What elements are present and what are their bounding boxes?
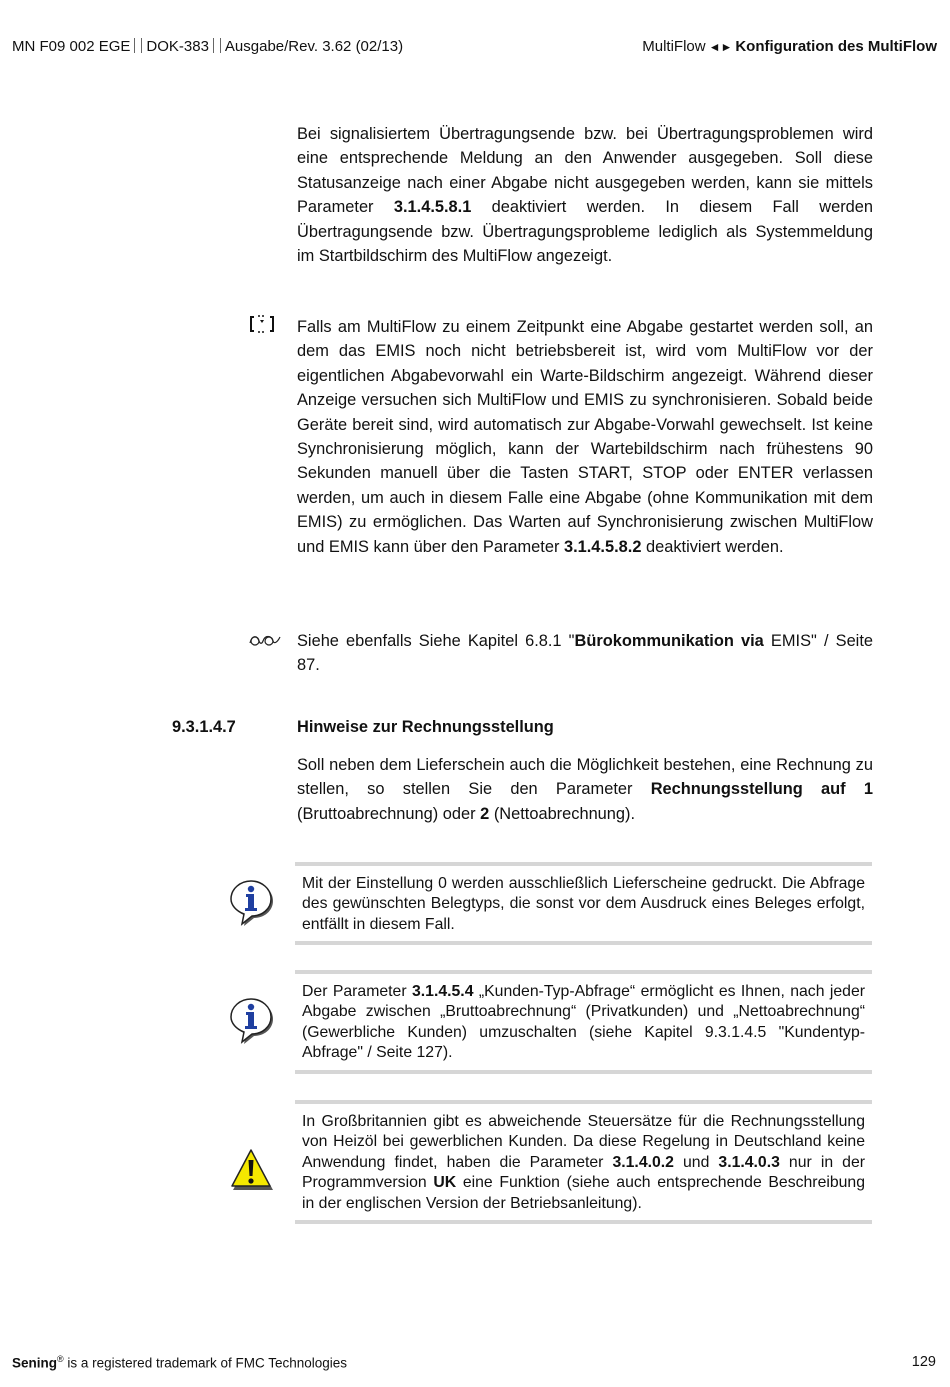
text: deaktiviert werden. In diesem Fall werden Übertragungsende bzw. Übertragungsprobleme lediglich als Systemmeldung im Startbildschirm des MultiFlow angezeigt. xyxy=(297,198,874,266)
header-right xyxy=(642,38,937,55)
parameter-value: 2 xyxy=(480,804,490,823)
text: (Bruttoabrechnung) oder xyxy=(297,804,481,823)
parameter-ref: 3.1.4.5.8.2 xyxy=(563,537,642,556)
parameter-ref: 3.1.4.5.4 xyxy=(412,983,474,1000)
text: nur in der Programmversion xyxy=(302,1153,865,1192)
text: „Kunden-Typ-Abfrage“ ermöglicht es Ihnen, nach jeder Abgabe zwischen „Bruttoabrechnung“ (Privatkunden) und „Nettoabrechnung“ (Gewerbliche Kunden) umzuschalten (siehe Kapitel 9.3.1.4.5 "Kundentyp-Abfrage" / Seite 127). xyxy=(302,983,866,1062)
glasses-icon xyxy=(248,631,282,647)
text: (Nettoabrechnung). xyxy=(489,804,636,823)
parameter-ref: 3.1.4.0.3 xyxy=(718,1153,780,1171)
page-header xyxy=(12,38,937,60)
paragraph-wait-screen xyxy=(297,315,873,559)
footer-trademark xyxy=(12,1354,347,1371)
info-text: Mit der Einstellung 0 werden ausschließlich Lieferscheine gedruckt. Die Abfrage des gewünschten Belegtyps, die sonst vor dem Ausdruck eines Beleges erfolgt, entfällt in diesem Fall. xyxy=(302,875,865,933)
header-left xyxy=(12,38,403,55)
section-title: Hinweise zur Rechnungsstellung xyxy=(297,718,554,736)
section-number: 9.3.1.4.7 xyxy=(172,718,236,736)
warning-text xyxy=(302,1112,865,1214)
registered-mark: ® xyxy=(57,1354,64,1364)
info-text xyxy=(302,982,865,1064)
text: eine Funktion (siehe auch entsprechende Beschreibung in der englischen Version der Betriebsanleitung). xyxy=(302,1174,866,1212)
paragraph-see-also xyxy=(297,629,873,678)
info-box-customer-type xyxy=(295,970,872,1074)
version-ref: UK xyxy=(433,1174,457,1192)
brand-name: Sening xyxy=(12,1355,58,1371)
text: In Großbritannien gibt es abweichende Steuersätze für die Rechnungsstellung von Heizöl bei gewerblichen Kunden. Da diese Regelung in Deutschland keine Anwendung findet, haben die Parameter xyxy=(302,1113,865,1171)
info-icon xyxy=(228,996,274,1044)
text: Soll neben dem Lieferschein auch die Möglichkeit bestehen, eine Rechnung zu stellen, so stellen Sie den Parameter xyxy=(297,756,873,799)
arrows-icon: ◄► xyxy=(708,40,733,54)
chapter-title: Konfiguration des MultiFlow xyxy=(735,38,937,55)
page-number: 129 xyxy=(911,1354,936,1370)
revision: Ausgabe/Rev. 3.62 (02/13) xyxy=(224,38,404,55)
separator xyxy=(213,38,221,53)
clock-bracket-icon xyxy=(250,314,274,334)
chapter-ref: Bürokommunikation via xyxy=(574,632,764,650)
paragraph-status-message xyxy=(297,122,873,268)
text: EMIS" / Seite 87. xyxy=(297,632,873,675)
text: Siehe ebenfalls Siehe Kapitel 6.8.1 " xyxy=(297,632,575,650)
parameter-ref: Rechnungsstellung auf 1 xyxy=(650,780,873,799)
trademark-text: is a registered trademark of FMC Technologies xyxy=(63,1355,348,1371)
text: deaktiviert werden. xyxy=(641,537,784,556)
product-name: MultiFlow xyxy=(642,38,706,55)
parameter-ref: 3.1.4.5.8.1 xyxy=(393,198,472,217)
info-icon xyxy=(228,878,274,926)
separator xyxy=(134,38,142,53)
paragraph-invoicing xyxy=(297,753,873,826)
parameter-ref: 3.1.4.0.2 xyxy=(612,1153,674,1171)
text: Bei signalisiertem Übertragungsende bzw. bei Übertragungsproblemen wird eine entsprechende Meldung an den Anwender ausgegeben. Soll diese Statusanzeige nach einer Abgabe nicht ausgegeben werden, kann sie mittels Parameter xyxy=(297,125,873,217)
text: Falls am MultiFlow zu einem Zeitpunkt eine Abgabe gestartet werden soll, an dem das EMIS noch nicht betriebsbereit ist, wird vom MultiFlow vor der eigentlichen Abgabevorwahl ein Warte-Bildschirm angezeigt. Während dieser Anzeige versuchen sich MultiFlow und EMIS zu synchronisieren. Sobald beide Geräte bereit sind, wird automatisch zur Abgabe-Vorwahl gewechselt. Ist keine Synchronisierung möglich, kann der Wartebildschirm nach frühestens 90 Sekunden manuell über die Tasten START, STOP oder ENTER verlassen werden, um auch in diesem Falle eine Abgabe (ohne Kommunikation mit dem EMIS) zu ermöglichen. Das Warten auf Synchronisierung zwischen MultiFlow und EMIS kann über den Parameter xyxy=(297,318,873,556)
text: und xyxy=(673,1153,719,1171)
warning-icon xyxy=(228,1146,274,1192)
warning-box-uk-tax xyxy=(295,1100,872,1224)
doc-id: MN F09 002 EGE xyxy=(12,38,131,55)
info-box-delivery-note xyxy=(295,862,872,945)
dok-number: DOK-383 xyxy=(146,38,209,55)
text: Der Parameter xyxy=(302,983,412,1000)
